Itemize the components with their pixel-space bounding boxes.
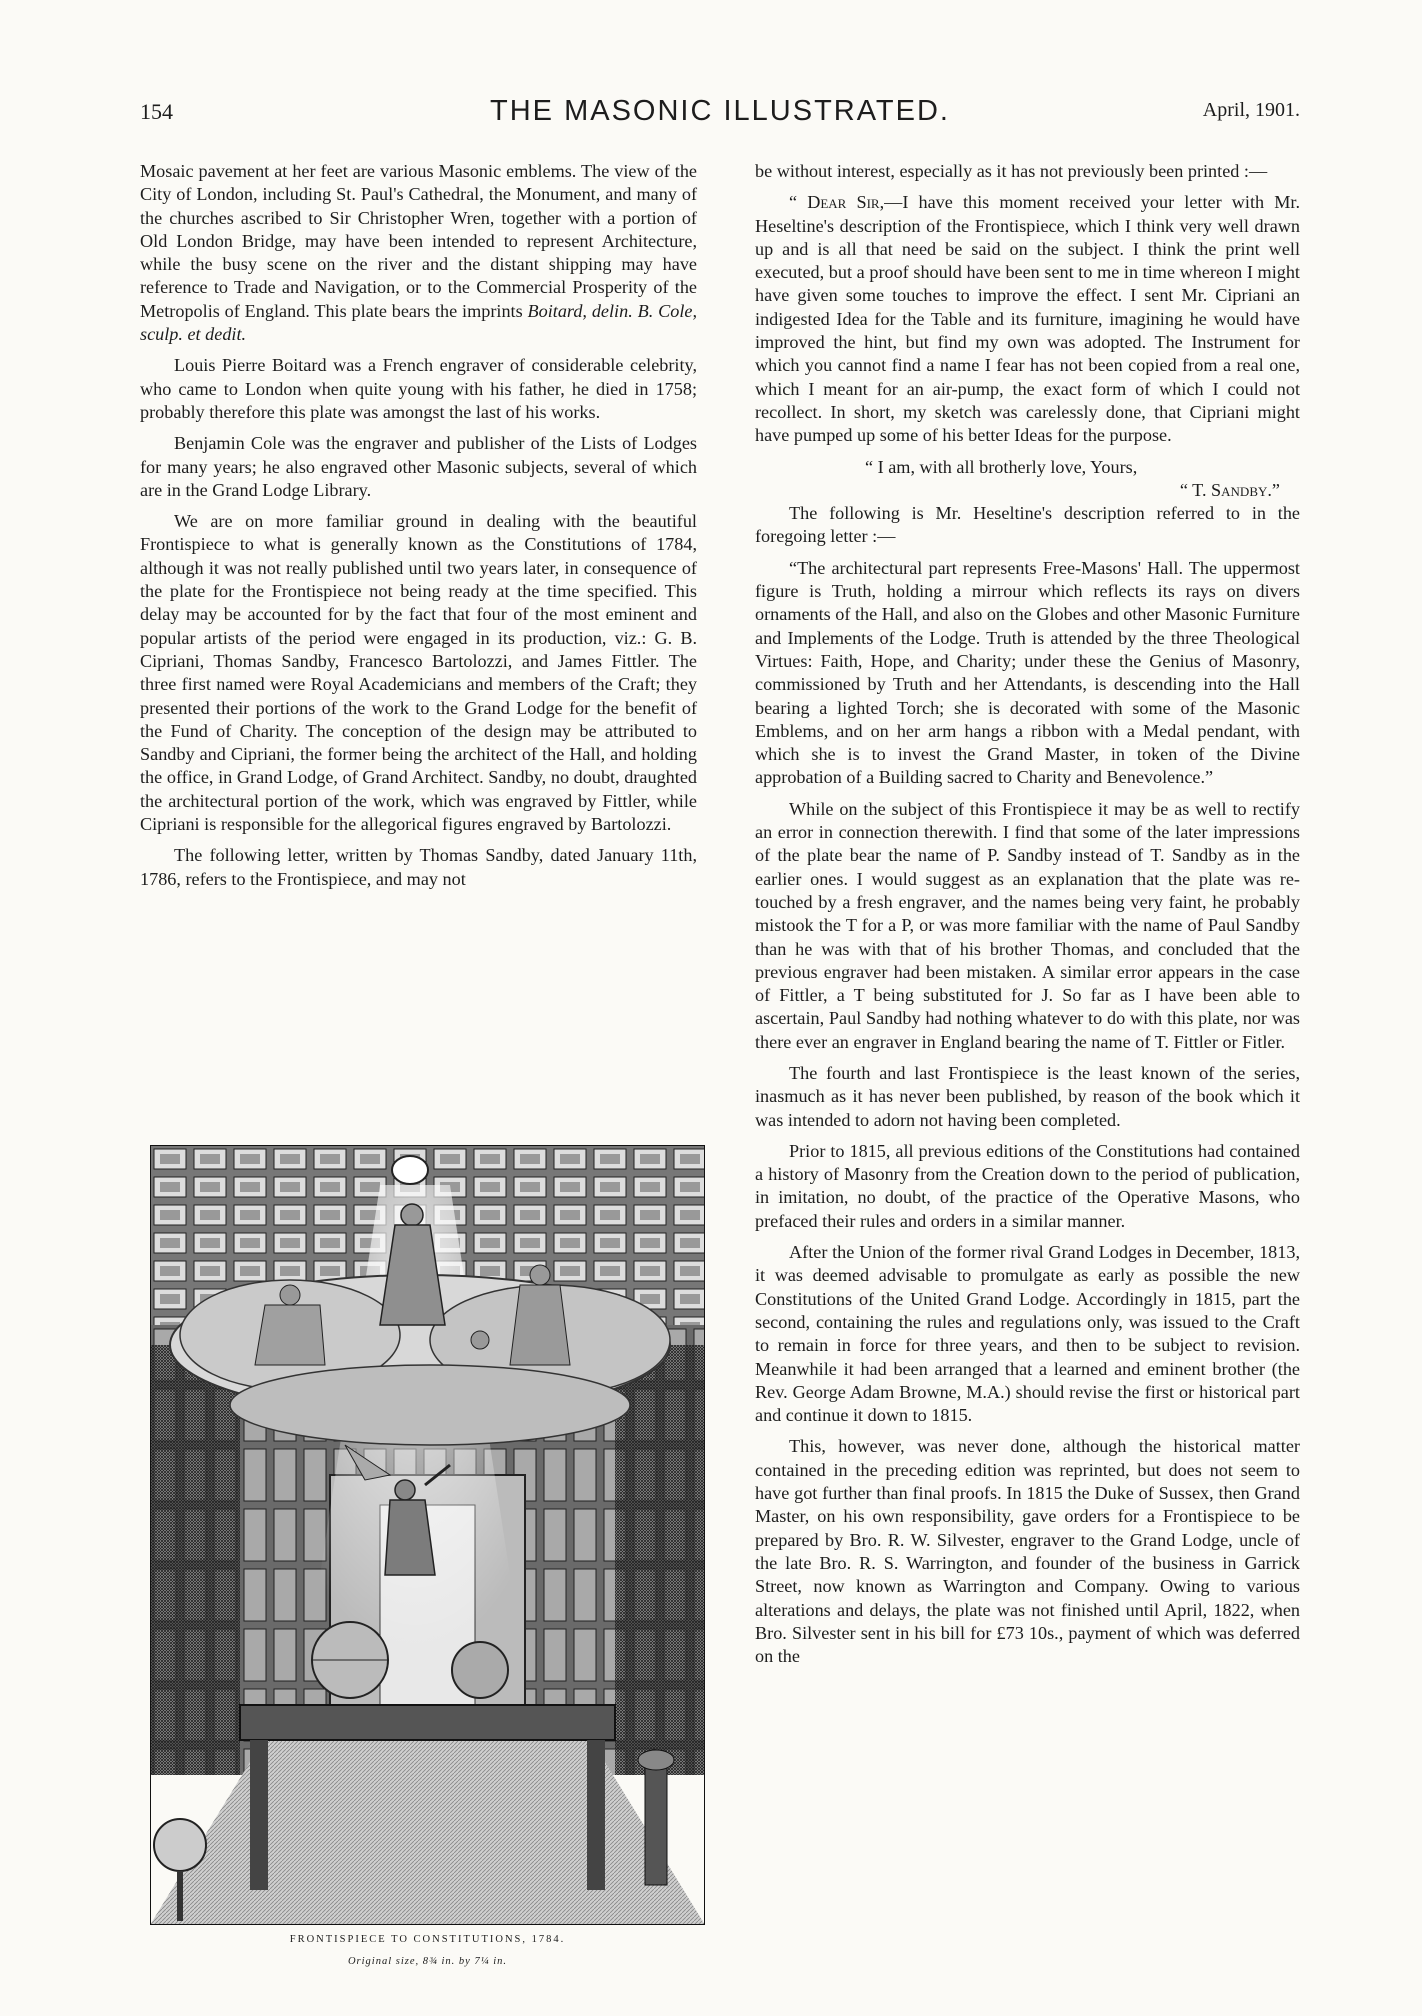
figure-subcaption: Original size, 8¾ in. by 7¼ in. (347, 1956, 508, 1967)
imprint-text: Boitard, delin. B. Cole, sculp. et dedit. (140, 300, 698, 345)
left-column (140, 160, 697, 899)
letter-signature: “ T. Sandby.” (1179, 479, 1280, 500)
paragraph: After the Union of the former rival Grand Lodges in December, 1813, it was deemed advisable to promulgate as early as possible the new Constitutions of the United Grand Lodge. Accordingly in 1815, part the second, containing the rules and regulations only, was issued to the Craft to remain in force for three years, and then to be subject to revision. Meanwhile it had been arranged that a learned and eminent brother (the Rev. George Adam Browne, M.A.) should revise the first or historical part and continue it down to 1815. (755, 1242, 1300, 1426)
letter-body: —I have this moment received your letter with Mr. Heseltine's description of the Frontispiece, which I think very well drawn up and is all that need be said on the subject. I think the print well executed, but a proof should have been sent to me in time whereon I might have given some touches to improve the effect. I sent Mr. Cipriani an indigested Idea for the Table and its furniture, imagining he would have improved the hint, but find my own was adopted. The Instrument for which you cannot find a name I fear has not been copied from a real one, which I meant for an air-pump, the exact form of which I could not recollect. In short, my sketch was carelessly done, that Cipriani might have pumped up some of his better Ideas for the purpose. (755, 192, 1300, 446)
paragraph: Prior to 1815, all previous editions of the Constitutions had contained a history of Masonry from the Creation down to the period of publication, in imitation, no doubt, of the practice of the Operative Masons, who prefaced their rules and orders in a similar manner. (755, 1140, 1300, 1231)
page-number: 154 (140, 99, 173, 124)
right-column (755, 160, 1300, 1676)
paragraph: The following is Mr. Heseltine's description referred to in the foregoing letter :— (755, 503, 1300, 547)
magazine-title: THE MASONIC ILLUSTRATED. (490, 95, 950, 127)
paragraph: We are on more familiar ground in dealing with the beautiful Frontispiece to what is generally known as the Constitutions of 1784, although it was not really published until two years later, in consequence of the plate for the Frontispiece not being ready at the time specified. This delay may be accounted for by the fact that four of the most eminent and popular artists of the period were engaged in its production, viz.: G. B. Cipriani, Thomas Sandby, Francesco Bartolozzi, and James Fittler. The three first named were Royal Academicians and members of the Craft; they presented their portions of the work to the Grand Lodge for the benefit of the Fund of Charity. The conception of the design may be attributed to Sandby and Cipriani, the former being the architect of the Hall, and holding the office, in Grand Lodge, of Grand Architect. Sandby, no doubt, draughted the architectural portion of the work, which was engraved by Fittler, while Cipriani is responsible for the allegorical figures engraved by Bartolozzi. (140, 511, 697, 835)
letter-salutation: “ Dear Sir, (789, 192, 885, 213)
paragraph (140, 160, 697, 346)
paragraph: be without interest, especially as it has not previously been printed :— (755, 161, 1268, 181)
engraving-illustration (150, 1145, 705, 1925)
frontispiece-engraving (150, 1145, 705, 1925)
figure-caption: FRONTISPIECE TO CONSTITUTIONS, 1784. (289, 1934, 566, 1945)
paragraph: This, however, was never done, although the historical matter contained in the preceding edition was reprinted, but does not seem to have got further than final proofs. In 1815 the Duke of Sussex, then Grand Master, on his own responsibility, gave orders for a Frontispiece to be prepared by Bro. R. W. Silvester, engraver to the Grand Lodge, uncle of the late Bro. R. S. Warrington, and founder of the business in Garrick Street, now known as Warrington and Company. Owing to various alterations and delays, the plate was not finished until April, 1822, when Bro. Silvester sent in his bill for £73 10s., payment of which was deferred on the (755, 1436, 1300, 1667)
paragraph: Benjamin Cole was the engraver and publisher of the Lists of Lodges for many years; he also engraved other Masonic subjects, several of which are in the Grand Lodge Library. (140, 433, 697, 500)
letter-closing: “ I am, with all brotherly love, Yours, (865, 456, 1138, 477)
letter-paragraph (755, 191, 1300, 447)
paragraph: The following letter, written by Thomas Sandby, dated January 11th, 1786, refers to the Frontispiece, and may not (140, 845, 697, 889)
page-header (140, 95, 1300, 135)
paragraph: The fourth and last Frontispiece is the least known of the series, inasmuch as it has never been published, by reason of the book which it was intended to adorn not having been completed. (755, 1062, 1300, 1130)
paragraph: While on the subject of this Frontispiece it may be as well to rectify an error in connection therewith. I find that some of the later impressions of the plate bear the name of P. Sandby instead of T. Sandby as in the earlier ones. I would suggest as an explanation that the plate was re-touched by a fresh engraver, and the names being very faint, he probably mistook the T for a P, or was more familiar with the name of Paul Sandby than he was with that of his brother Thomas, and concluded that the previous engraver had been mistaken. A similar error appears in the case of Fittler, a T being substituted for J. So far as I have been able to ascertain, Paul Sandby had nothing whatever to do with this plate, nor was there ever an engraver in England bearing the name of T. Fittler or Fitler. (755, 798, 1300, 1052)
paragraph-text: Mosaic pavement at her feet are various Masonic emblems. The view of the City of London, including St. Paul's Cathedral, the Monument, and many of the churches ascribed to Sir Christopher Wren, together with a portion of Old London Bridge, may have been intended to represent Architecture, while the busy scene on the river and the distant shipping may have reference to Trade and Navigation, or to the Commercial Prosperity of the Metropolis of England. This plate bears the imprints (140, 161, 697, 321)
issue-date: April, 1901. (1202, 99, 1300, 121)
paragraph: Louis Pierre Boitard was a French engraver of considerable celebrity, who came to London when quite young with his father, he died in 1758; probably therefore this plate was amongst the last of his works. (140, 355, 697, 422)
quoted-description: “The architectural part represents Free-Masons' Hall. The uppermost figure is Truth, holding a mirrour which reflects its rays on divers ornaments of the Hall, and also on the Globes and other Masonic Furniture and Implements of the Lodge. Truth is attended by the three Theological Virtues: Faith, Hope, and Charity; under these the Genius of Masonry, commissioned by Truth and her Attendants, is descending into the Hall bearing a lighted Torch; she is decorated with some of the Masonic Emblems, and on her arm hangs a ribbon with a Medal pendant, with which she is to invest the Grand Master, in token of the Divine approbation of a Building sacred to Charity and Benevolence.” (755, 557, 1300, 788)
